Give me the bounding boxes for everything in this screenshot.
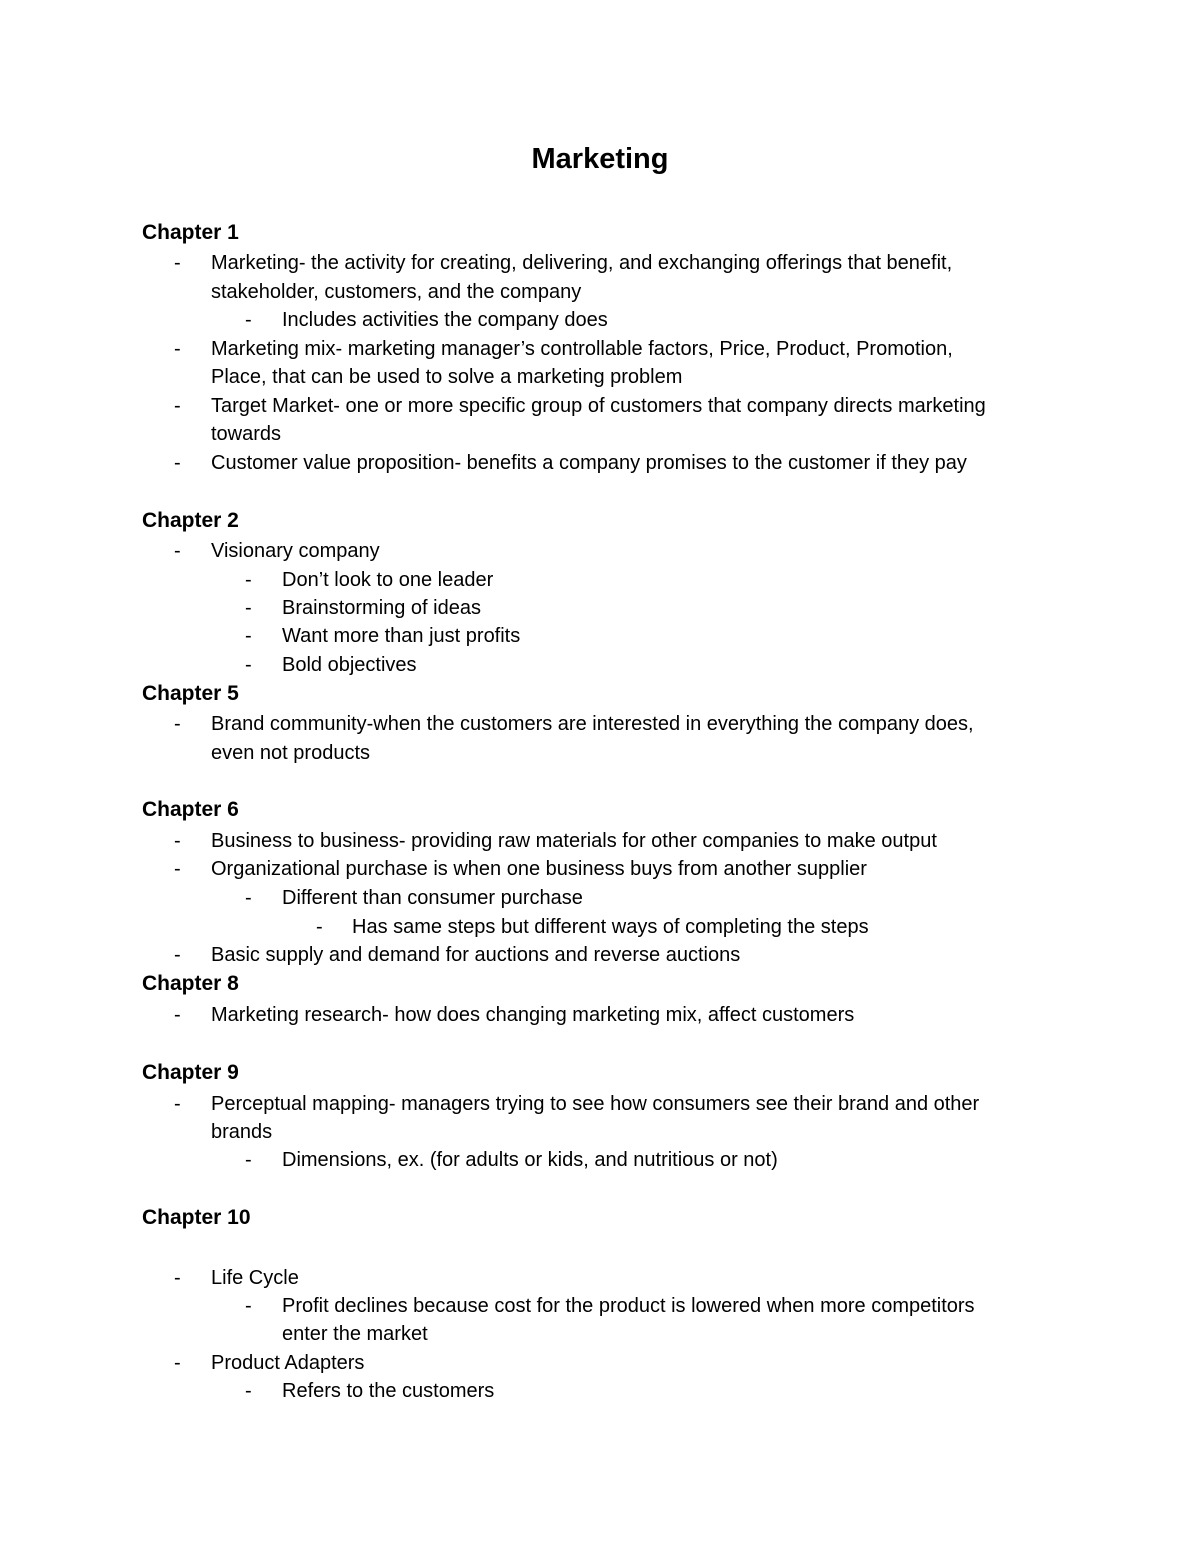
bullet-dash: - — [245, 1380, 252, 1402]
bullet-dash: - — [245, 1295, 252, 1317]
bullet-dash: - — [174, 830, 181, 852]
bullet-dash: - — [174, 252, 181, 274]
bullet-dash: - — [174, 858, 181, 880]
bullet-dash: - — [174, 713, 181, 735]
chapter-heading: Chapter 10 — [142, 1206, 251, 1229]
bullet-dash: - — [245, 1149, 252, 1171]
chapter-heading: Chapter 1 — [142, 221, 239, 244]
bullet-dash: - — [174, 540, 181, 562]
bullet-dash: - — [174, 1004, 181, 1026]
chapter-heading: Chapter 5 — [142, 682, 239, 705]
bullet-dash: - — [174, 1267, 181, 1289]
bullet-dash: - — [174, 338, 181, 360]
bullet-dash: - — [245, 569, 252, 591]
bullet-dash: - — [245, 887, 252, 909]
bullet-dash: - — [174, 1093, 181, 1115]
bullet-dash: - — [245, 654, 252, 676]
bullet-dash: - — [174, 452, 181, 474]
bullet-dash: - — [316, 916, 323, 938]
chapter-heading: Chapter 9 — [142, 1061, 239, 1084]
document-page: Marketing Chapter 1 - Marketing- the activity for creating, delivering, and exchanging offerings that benefit, stakeholder, customers, and the company - Includes activities the company does - Marketing mix- marketing manager’s controllable factors, Price, Product, Promotion, Place, that can be used to solve a marketing problem - Target Market- one or more specific group of customers that company directs marketing towards - Customer value proposition- benefits a company promises to the customer if they pay Chapter 2 - Visionary company - Don’t look to one leader - Brainstorming of ideas - Want more than just profits - Bold objectives Chapter 5 - Brand community-when the customers are interested in everything the company does, even not products Chapter 6 - Business to business- providing raw materials for other companies to make output - Organizational purchase is when one business buys from another supplier - Different than consumer purchase - Has same steps but different ways of completing the steps - Basic supply and demand for auctions and reverse auctions Chapter 8 - Marketing research- how does changing marketing mix, affect customers Chapter 9 - Perceptual mapping- managers trying to see how consumers see their brand and other brands - Dimensions, ex. (for adults or kids, and nutritious or not) Chapter 10 - Life Cycle - Profit declines because cost for the product is lowered when more competitors enter the market - Product Adapters - Refers to the customers — [0, 0, 1200, 1553]
bullet-dash: - — [245, 597, 252, 619]
bullet-dash: - — [174, 1352, 181, 1374]
chapter-heading: Chapter 6 — [142, 798, 239, 821]
bullet-dash: - — [245, 309, 252, 331]
chapter-heading: Chapter 8 — [142, 972, 239, 995]
chapter-heading: Chapter 2 — [142, 509, 239, 532]
bullet-dash: - — [174, 395, 181, 417]
bullet-dash: - — [245, 625, 252, 647]
document-title: Marketing — [531, 143, 669, 175]
bullet-dash: - — [174, 944, 181, 966]
